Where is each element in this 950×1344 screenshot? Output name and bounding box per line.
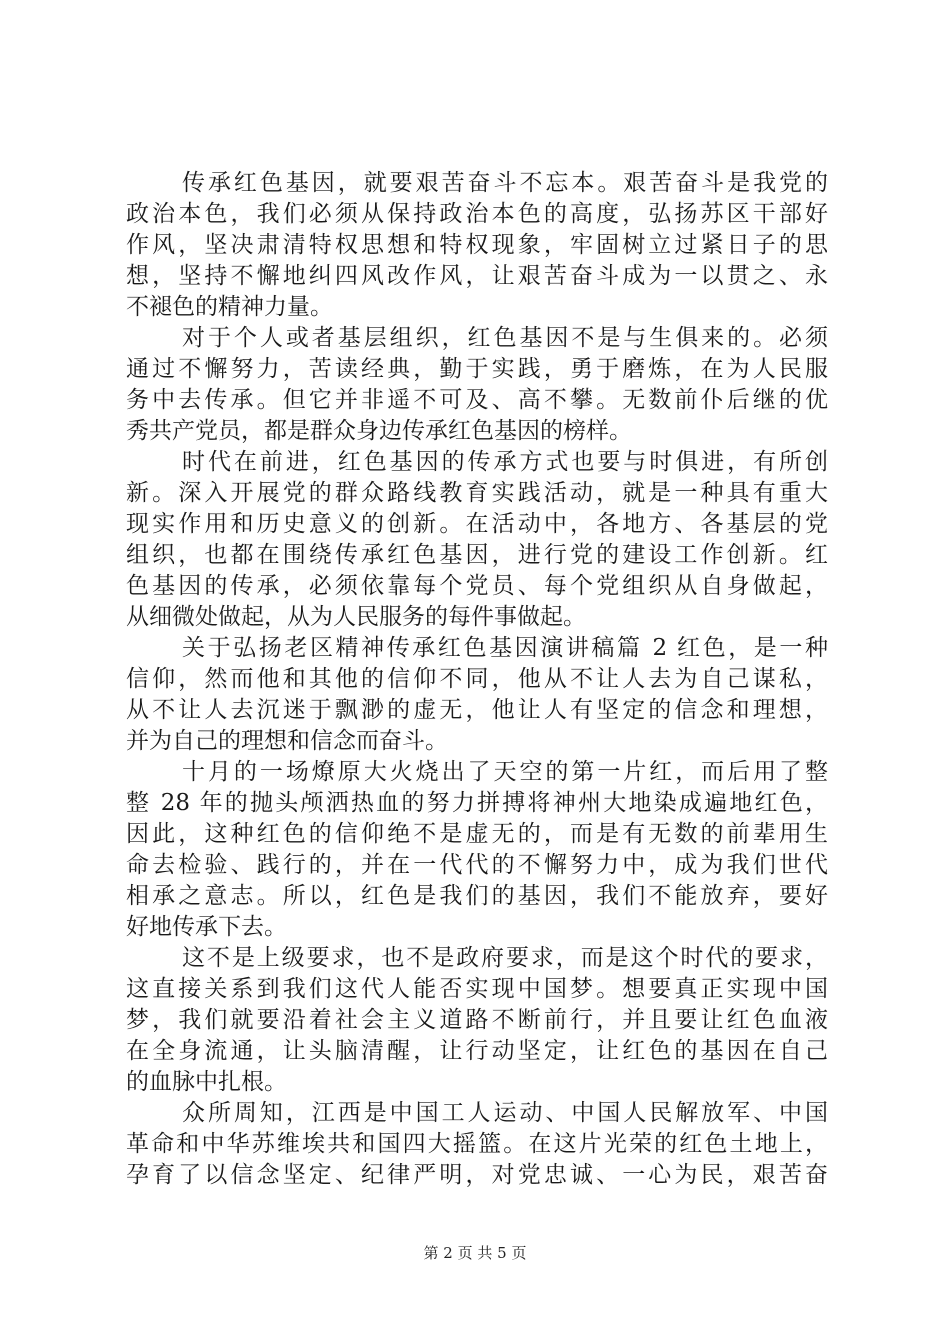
text-line: 秀共产党员，都是群众身边传承红色基因的榜样。 [126, 418, 632, 444]
text-line: 整 28 年的抛头颅洒热血的努力拼搏将神州大地染成遍地红色， [126, 790, 828, 816]
text-line: 作风，坚决肃清特权思想和特权现象，牢固树立过紧日子的思 [126, 232, 828, 258]
text-line: 从不让人去沉迷于飘渺的虚无，他让人有坚定的信念和理想， [126, 697, 828, 723]
text-line: 务中去传承。但它并非遥不可及、高不攀。无数前仆后继的优 [126, 387, 828, 413]
text-line: 想，坚持不懈地纠四风改作风，让艰苦奋斗成为一以贯之、永 [126, 263, 828, 289]
text-line: 新。深入开展党的群众路线教育实践活动，就是一种具有重大 [126, 480, 828, 506]
text-line: 好地传承下去。 [126, 914, 287, 940]
text-line: 时代在前进，红色基因的传承方式也要与时俱进，有所创 [182, 449, 828, 475]
text-line: 的血脉中扎根。 [126, 1069, 287, 1095]
text-line: 并为自己的理想和信念而奋斗。 [126, 728, 448, 754]
text-line: 现实作用和历史意义的创新。在活动中，各地方、各基层的党 [126, 511, 828, 537]
page-number-footer: 第 2 页 共 5 页 [423, 1244, 527, 1262]
text-line: 传承红色基因，就要艰苦奋斗不忘本。艰苦奋斗是我党的 [182, 170, 828, 196]
text-line: 信仰，然而他和其他的信仰不同，他从不让人去为自己谋私， [126, 666, 828, 692]
text-line: 革命和中华苏维埃共和国四大摇篮。在这片光荣的红色土地上， [126, 1131, 828, 1157]
text-line: 不褪色的精神力量。 [126, 294, 333, 320]
text-line: 众所周知，江西是中国工人运动、中国人民解放军、中国 [182, 1100, 828, 1126]
text-line: 这直接关系到我们这代人能否实现中国梦。想要真正实现中国 [126, 976, 828, 1002]
text-line: 梦，我们就要沿着社会主义道路不断前行，并且要让红色血液 [126, 1007, 828, 1033]
text-line: 命去检验、践行的，并在一代代的不懈努力中，成为我们世代 [126, 852, 828, 878]
text-line: 对于个人或者基层组织，红色基因不是与生俱来的。必须 [182, 325, 828, 351]
text-line: 通过不懈努力，苦读经典，勤于实践，勇于磨炼，在为人民服 [126, 356, 828, 382]
text-line: 政治本色，我们必须从保持政治本色的高度，弘扬苏区干部好 [126, 201, 828, 227]
text-line: 因此，这种红色的信仰绝不是虚无的，而是有无数的前辈用生 [126, 821, 828, 847]
text-line: 在全身流通，让头脑清醒，让行动坚定，让红色的基因在自己 [126, 1038, 828, 1064]
text-line: 孕育了以信念坚定、纪律严明，对党忠诚、一心为民，艰苦奋 [126, 1162, 828, 1188]
text-line: 关于弘扬老区精神传承红色基因演讲稿篇 2 红色，是一种 [182, 635, 828, 661]
text-line: 相承之意志。所以，红色是我们的基因，我们不能放弃，要好 [126, 883, 828, 909]
text-line: 十月的一场燎原大火烧出了天空的第一片红，而后用了整 [182, 759, 828, 785]
document-body [126, 168, 828, 1191]
text-line: 组织，也都在围绕传承红色基因，进行党的建设工作创新。红 [126, 542, 828, 568]
text-line: 从细微处做起，从为人民服务的每件事做起。 [126, 604, 586, 630]
text-line: 这不是上级要求，也不是政府要求，而是这个时代的要求， [182, 945, 828, 971]
text-line: 色基因的传承，必须依靠每个党员、每个党组织从自身做起， [126, 573, 828, 599]
